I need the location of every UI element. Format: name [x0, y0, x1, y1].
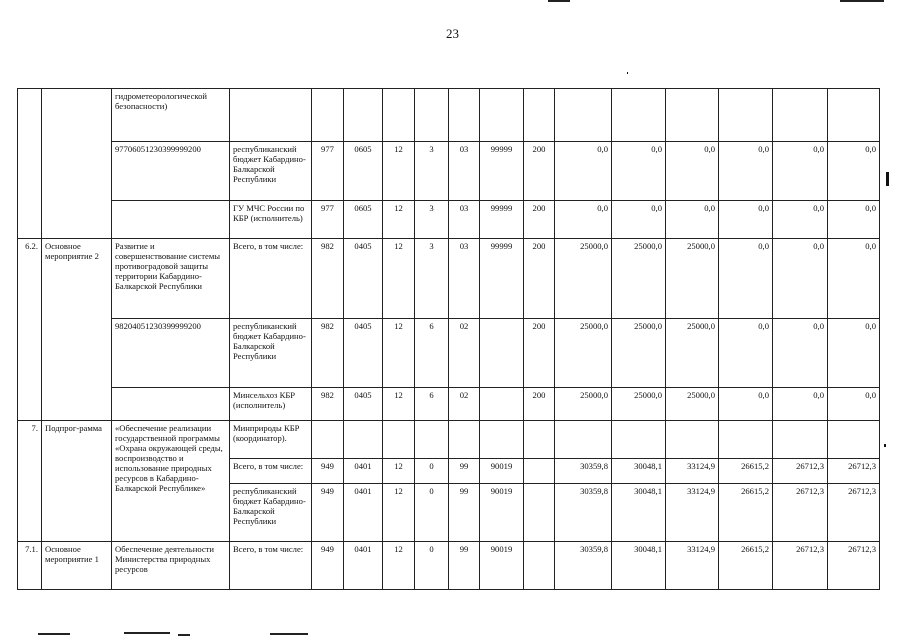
csr-cell: 03 [449, 201, 480, 239]
year-value-cell: 0,0 [719, 319, 773, 388]
year-value-cell: 25000,0 [612, 388, 666, 421]
row-number-cell: 7.1. [18, 542, 42, 590]
csr-cell: 99 [449, 459, 480, 484]
bottom-edge-mark [38, 633, 70, 635]
year-value-cell: 0,0 [773, 142, 828, 201]
source-cell [230, 89, 312, 142]
year-value-cell: 25000,0 [666, 388, 719, 421]
scan-artifact [627, 72, 628, 74]
status-cell: Основное мероприятие 2 [42, 239, 112, 421]
source-cell: Минсельхоз КБР (исполнитель) [230, 388, 312, 421]
grbs-cell: 977 [312, 201, 344, 239]
year-value-cell: 0,0 [773, 239, 828, 319]
source-cell: республиканский бюджет Кабардино-Балкарской Республики [230, 142, 312, 201]
year-value-cell: 0,0 [773, 201, 828, 239]
year-value-cell: 25000,0 [612, 319, 666, 388]
table-row [18, 142, 880, 201]
csr-cell: 90019 [480, 542, 524, 590]
bottom-edge-mark [178, 634, 190, 636]
year-value-cell: 30359,8 [555, 542, 612, 590]
vr-cell: 200 [524, 142, 555, 201]
csr-cell: 0 [415, 542, 449, 590]
csr-cell: 0 [415, 484, 449, 542]
year-value-cell: 30048,1 [612, 542, 666, 590]
year-value-cell: 0,0 [719, 142, 773, 201]
year-value-cell: 0,0 [773, 319, 828, 388]
year-value-cell: 0,0 [719, 201, 773, 239]
vr-cell: 200 [524, 239, 555, 319]
year-value-cell: 33124,9 [666, 542, 719, 590]
year-value-cell: 0,0 [719, 388, 773, 421]
row-number-cell: 7. [18, 421, 42, 542]
year-value-cell: 26712,3 [828, 459, 880, 484]
year-value-cell: 30048,1 [612, 459, 666, 484]
program-cell: Развитие и совершенствование системы противоградовой защиты территории Кабардино-Балкарской Республики [112, 239, 230, 319]
table-row [18, 201, 880, 239]
rzpr-cell: 0605 [344, 201, 383, 239]
year-value-cell: 0,0 [773, 388, 828, 421]
source-cell: ГУ МЧС России по КБР (исполнитель) [230, 201, 312, 239]
csr-cell: 12 [383, 388, 415, 421]
source-cell: Всего, в том числе: [230, 542, 312, 590]
grbs-cell: 982 [312, 388, 344, 421]
csr-cell: 12 [383, 201, 415, 239]
csr-cell: 12 [383, 319, 415, 388]
page-number: 23 [446, 26, 459, 41]
rzpr-cell: 0605 [344, 142, 383, 201]
year-value-cell: 0,0 [612, 201, 666, 239]
bottom-edge-mark [124, 632, 170, 634]
csr-cell: 12 [383, 459, 415, 484]
year-value-cell: 0,0 [828, 201, 880, 239]
status-cell: Основное мероприятие 1 [42, 542, 112, 590]
rzpr-cell: 0405 [344, 239, 383, 319]
table-row [18, 89, 880, 142]
csr-cell [480, 388, 524, 421]
code-cell [112, 388, 230, 421]
year-value-cell: 0,0 [612, 142, 666, 201]
csr-cell: 12 [383, 542, 415, 590]
year-value-cell: 26615,2 [719, 542, 773, 590]
csr-cell: 02 [449, 319, 480, 388]
table-row [18, 319, 880, 388]
csr-cell: 99 [449, 542, 480, 590]
csr-cell: 6 [415, 388, 449, 421]
year-value-cell: 26712,3 [773, 542, 828, 590]
row-number-cell [18, 89, 42, 239]
grbs-cell: 949 [312, 484, 344, 542]
table-row [18, 542, 880, 590]
year-value-cell: 0,0 [828, 239, 880, 319]
row-number-cell: 6.2. [18, 239, 42, 421]
rzpr-cell: 0401 [344, 484, 383, 542]
year-value-cell: 25000,0 [666, 319, 719, 388]
year-value-cell: 0,0 [555, 142, 612, 201]
vr-cell: 200 [524, 319, 555, 388]
scan-artifact [884, 444, 886, 447]
year-value-cell: 0,0 [666, 142, 719, 201]
bottom-edge-mark [270, 633, 308, 635]
source-cell: Всего, в том числе: [230, 459, 312, 484]
year-value-cell: 0,0 [828, 319, 880, 388]
year-value-cell: 26712,3 [828, 484, 880, 542]
year-value-cell: 25000,0 [612, 239, 666, 319]
csr-cell: 12 [383, 484, 415, 542]
csr-cell [480, 319, 524, 388]
table-row [18, 239, 880, 319]
table-row [18, 421, 880, 459]
csr-cell: 3 [415, 201, 449, 239]
csr-cell: 0 [415, 459, 449, 484]
year-value-cell: 0,0 [828, 388, 880, 421]
vr-cell [524, 459, 555, 484]
rzpr-cell: 0405 [344, 319, 383, 388]
grbs-cell: 982 [312, 239, 344, 319]
grbs-cell: 977 [312, 142, 344, 201]
csr-cell: 90019 [480, 484, 524, 542]
csr-cell: 99 [449, 484, 480, 542]
year-value-cell: 25000,0 [555, 388, 612, 421]
code-cell: 98204051230399999200 [112, 319, 230, 388]
program-cell: «Обеспечение реализации государственной программы «Охрана окружающей среды, воспроизводство и использование природных ресурсов в Кабардино-Балкарской Республике» [112, 421, 230, 542]
scan-artifact [886, 172, 889, 186]
csr-cell: 03 [449, 142, 480, 201]
grbs-cell: 982 [312, 319, 344, 388]
year-value-cell: 30359,8 [555, 459, 612, 484]
year-value-cell: 26712,3 [773, 459, 828, 484]
csr-cell: 12 [383, 239, 415, 319]
source-cell: Всего, в том числе: [230, 239, 312, 319]
year-value-cell: 26615,2 [719, 484, 773, 542]
csr-cell: 3 [415, 142, 449, 201]
program-cell: гидрометеорологической безопасности) [112, 89, 230, 142]
year-value-cell: 26712,3 [773, 484, 828, 542]
program-cell: Обеспечение деятельности Министерства природных ресурсов [112, 542, 230, 590]
csr-cell: 03 [449, 239, 480, 319]
vr-cell [524, 542, 555, 590]
source-cell: Минприроды КБР (координатор). [230, 421, 312, 459]
table-row [18, 388, 880, 421]
csr-cell: 90019 [480, 459, 524, 484]
year-value-cell: 0,0 [666, 201, 719, 239]
year-value-cell: 26712,3 [828, 542, 880, 590]
top-edge-mark [840, 0, 884, 2]
rzpr-cell: 0405 [344, 388, 383, 421]
year-value-cell: 25000,0 [666, 239, 719, 319]
csr-cell: 02 [449, 388, 480, 421]
year-value-cell: 33124,9 [666, 484, 719, 542]
code-cell [112, 201, 230, 239]
csr-cell: 12 [383, 142, 415, 201]
year-value-cell: 25000,0 [555, 319, 612, 388]
vr-cell: 200 [524, 201, 555, 239]
rzpr-cell: 0401 [344, 459, 383, 484]
year-value-cell: 26615,2 [719, 459, 773, 484]
year-value-cell: 30048,1 [612, 484, 666, 542]
csr-cell: 99999 [480, 142, 524, 201]
top-edge-mark [548, 0, 570, 2]
grbs-cell: 949 [312, 542, 344, 590]
year-value-cell: 0,0 [719, 239, 773, 319]
status-cell: Подпрог-рамма [42, 421, 112, 542]
code-cell: 97706051230399999200 [112, 142, 230, 201]
budget-table [17, 88, 880, 590]
year-value-cell: 0,0 [555, 201, 612, 239]
grbs-cell: 949 [312, 459, 344, 484]
source-cell: республиканский бюджет Кабардино-Балкарской Республики [230, 484, 312, 542]
year-value-cell: 25000,0 [555, 239, 612, 319]
status-cell [42, 89, 112, 239]
year-value-cell: 33124,9 [666, 459, 719, 484]
csr-cell: 3 [415, 239, 449, 319]
vr-cell: 200 [524, 388, 555, 421]
csr-cell: 99999 [480, 201, 524, 239]
csr-cell: 6 [415, 319, 449, 388]
source-cell: республиканский бюджет Кабардино-Балкарской Республики [230, 319, 312, 388]
vr-cell [524, 484, 555, 542]
year-value-cell: 30359,8 [555, 484, 612, 542]
rzpr-cell: 0401 [344, 542, 383, 590]
year-value-cell: 0,0 [828, 142, 880, 201]
csr-cell: 99999 [480, 239, 524, 319]
